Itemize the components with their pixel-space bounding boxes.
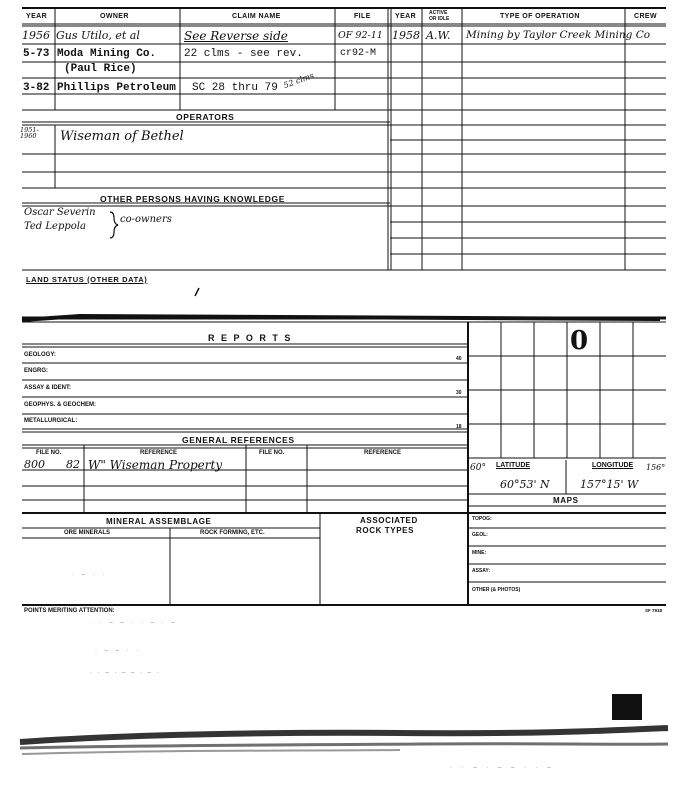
col-header-claim-name: CLAIM NAME — [232, 13, 281, 20]
latitude-value: 60°53' N — [500, 478, 550, 491]
operation-row-1-active: A.W. — [426, 29, 451, 42]
scan-dots: · · – – · · – · – — [90, 620, 178, 626]
latitude-prefix: 60° — [470, 463, 486, 473]
longitude-value: 157°15' W — [580, 478, 639, 491]
scan-dots: · · – · – – · · – — [450, 765, 555, 771]
owner-row-2-file: cr92-M — [340, 48, 377, 59]
form-number: SF 7918 — [645, 608, 663, 613]
gen-ref-row-1-reference: W" Wiseman Property — [88, 458, 223, 472]
operators-title: OPERATORS — [176, 112, 235, 122]
maps-other-label: OTHER (& PHOTOS) — [472, 587, 521, 593]
maps-mine-label: MINE: — [472, 550, 487, 556]
ore-minerals-label: ORE MINERALS — [64, 530, 111, 536]
operation-row-1-type: Mining by Taylor Creek Mining Co — [466, 29, 651, 41]
operators-name: Wiseman of Bethel — [60, 129, 184, 144]
owner-row-1-claim: See Reverse side — [184, 29, 288, 43]
col-header-year: YEAR — [26, 13, 48, 20]
report-geophys-label: GEOPHYS. & GEOCHEM: — [24, 402, 97, 408]
col-header-type-of-operation: TYPE OF OPERATION — [500, 13, 580, 20]
col-header-year-right: YEAR — [395, 13, 417, 20]
report-metallurgical-num: 18 — [456, 424, 462, 430]
land-status-label: LAND STATUS (OTHER DATA) — [26, 275, 148, 284]
reports-title: R E P O R T S — [208, 333, 293, 343]
other-persons-title: OTHER PERSONS HAVING KNOWLEDGE — [100, 194, 286, 204]
col-header-crew: CREW — [634, 13, 657, 20]
rock-forming-label: ROCK FORMING, ETC. — [200, 530, 265, 536]
scan-artifact-block — [612, 694, 642, 720]
scan-dots: · – · · — [72, 572, 108, 578]
owner-row-4-year: 3-82 — [23, 82, 50, 94]
longitude-label: LONGITUDE — [592, 462, 634, 469]
report-metallurgical-label: METALLURGICAL: — [24, 418, 78, 424]
gen-ref-col-reference: REFERENCE — [140, 450, 178, 456]
other-person-2: Ted Leppola — [24, 221, 86, 232]
col-header-file: FILE — [354, 13, 371, 20]
owner-row-2-year: 5-73 — [23, 48, 50, 60]
owner-row-2-owner: Moda Mining Co. — [57, 48, 157, 60]
report-assay-label: ASSAY & IDENT: — [24, 385, 72, 391]
scan-dots: · – – · · — [95, 648, 142, 654]
owner-row-2-claim: 22 clms - see rev. — [184, 48, 303, 60]
other-person-1: Oscar Severin — [24, 207, 96, 218]
report-engrg-label: ENGRG: — [24, 368, 48, 374]
gen-ref-col-file-no-2: FILE NO. — [259, 450, 285, 456]
report-geology-label: GEOLOGY: — [24, 352, 56, 358]
maps-geol-label: GEOL: — [472, 532, 488, 538]
other-persons-note: co-owners — [120, 214, 172, 225]
maps-title: MAPS — [553, 496, 579, 505]
owner-row-1-year: 1956 — [22, 29, 50, 42]
associated-label-2: ROCK TYPES — [356, 526, 415, 535]
maps-topog-label: TOPOG: — [472, 516, 492, 522]
grid-mark: 0 — [570, 326, 589, 356]
owner-row-1-owner: Gus Utilo, et al — [56, 29, 140, 42]
latitude-label: LATITUDE — [496, 462, 531, 469]
col-header-owner: OWNER — [100, 13, 129, 20]
owner-row-4-claim-note: 52 clms — [282, 70, 316, 91]
maps-assay-label: ASSAY: — [472, 568, 491, 574]
operators-year: 1951-1960 — [20, 126, 39, 140]
report-geology-num: 40 — [456, 356, 462, 362]
associated-label-1: ASSOCIATED — [360, 516, 418, 525]
scan-dots: · · – · – – · – · — [90, 670, 161, 676]
owner-row-4-owner: Phillips Petroleum — [57, 82, 176, 94]
report-assay-num: 30 — [456, 390, 462, 396]
gen-ref-col-file-no: FILE NO. — [36, 450, 62, 456]
owner-row-1-file: OF 92-11 — [338, 30, 383, 41]
col-header-active: ACTIVE — [429, 10, 448, 16]
points-meriting-label: POINTS MERITING ATTENTION: — [24, 608, 115, 614]
operation-row-1-year: 1958 — [392, 29, 420, 42]
mineral-assemblage-title: MINERAL ASSEMBLAGE — [106, 517, 212, 526]
gen-ref-row-1-file-no: 800 — [24, 458, 45, 471]
gen-ref-col-reference-2: REFERENCE — [364, 450, 402, 456]
col-header-or-idle: OR IDLE — [429, 16, 450, 22]
general-references-title: GENERAL REFERENCES — [182, 435, 295, 445]
gen-ref-row-1-code: 82 — [66, 458, 80, 471]
owner-row-4-claim: SC 28 thru 79 — [192, 82, 278, 94]
owner-row-3-owner: (Paul Rice) — [64, 63, 137, 75]
longitude-suffix: 156° — [646, 463, 666, 472]
